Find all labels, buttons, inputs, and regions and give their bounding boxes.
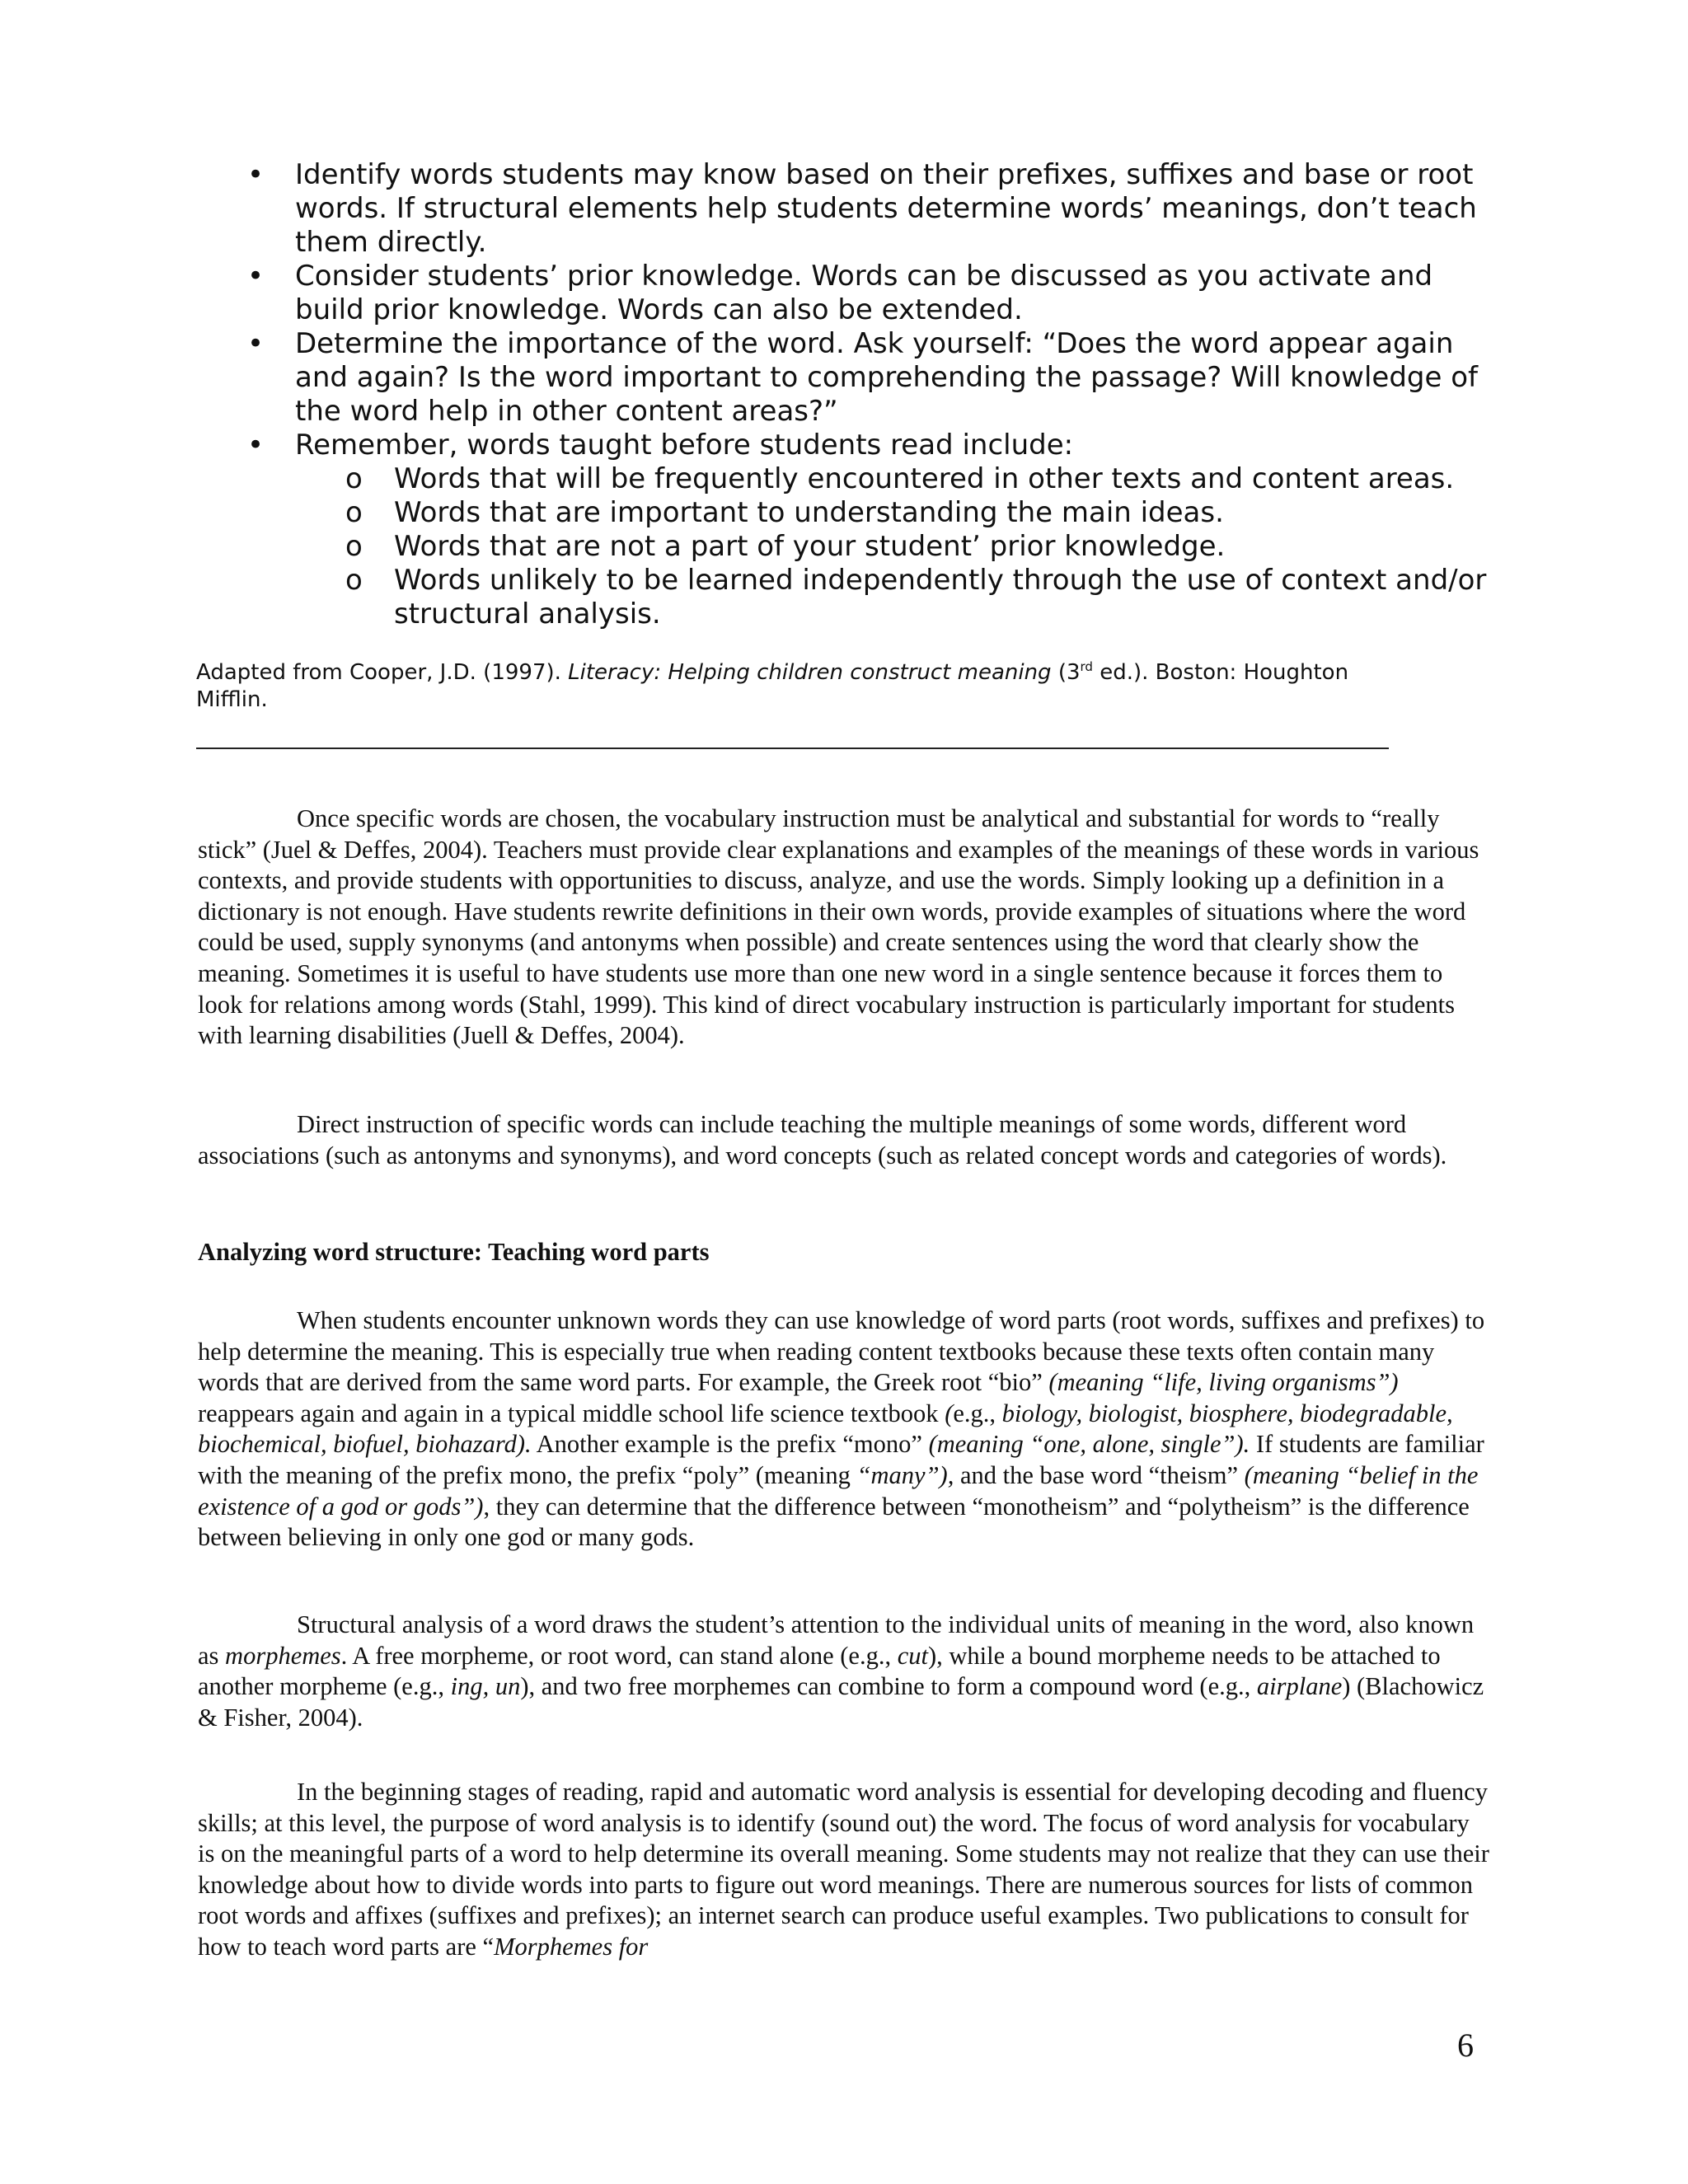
sub-bullet-item: o Words that will be frequently encountered in other texts and content areas.	[345, 462, 1455, 495]
circle-bullet-icon: o	[345, 496, 363, 529]
bullet-dot-icon: •	[247, 429, 265, 462]
paragraph-5: In the beginning stages of reading, rapid and automatic word analysis is essential for developing decoding and fluency skills; at this level, the purpose of word analysis is to identify (sound out) the word. The focus of word analysis for vocabulary is on the meaningful parts of a word to help determine its overall meaning. Some students may not realize that they can use their knowledge about how to divide words into parts to figure out word meanings. There are numerous sources for lists of common root words and affixes (suffixes and prefixes); an internet search can produce useful examples. Two publications to consult for how to teach word parts are “Morphemes for	[198, 1778, 1489, 1961]
citation-title: Literacy: Helping children construct meaning	[568, 660, 1052, 685]
guidance-bullet-list	[196, 158, 1498, 631]
circle-bullet-icon: o	[345, 530, 363, 563]
circle-bullet-icon: o	[345, 564, 363, 597]
bullet-item: • Determine the importance of the word. Ask yourself: “Does the word appear again and again? Is the word important to comprehending the passage? Will knowledge of the word help in other content areas?”	[247, 327, 1478, 428]
paragraph-3: When students encounter unknown words they can use knowledge of word parts (root words, suffixes and prefixes) to help determine the meaning. This is especially true when reading content textbooks because these texts often contain many words that are derived from the same word parts. For example, the Greek root “bio” (meaning “life, living organisms”) reappears again and again in a typical middle school life science textbook (e.g., biology, biologist, biosphere, biodegradable, biochemical, biofuel, biohazard). Another example is the prefix “mono” (meaning “one, alone, single”). If students are familiar with the meaning of the prefix mono, the prefix “poly” (meaning “many”), and the base word “theism” (meaning “belief in the existence of a god or gods”), they can determine that the difference between “monotheism” and “polytheism” is the difference between believing in only one god or many gods.	[198, 1306, 1485, 1552]
bullet-dot-icon: •	[247, 260, 265, 293]
bullet-dot-icon: •	[247, 158, 265, 191]
bullet-item: • Identify words students may know based on their prefixes, suffixes and base or root words. If structural elements help students determine words’ meanings, don’t teach them directly.	[247, 158, 1477, 259]
bullet-dot-icon: •	[247, 327, 265, 360]
paragraph-4: Structural analysis of a word draws the student’s attention to the individual units of meaning in the word, also known as morphemes. A free morpheme, or root word, can stand alone (e.g., cut), while a bound morpheme needs to be attached to another morpheme (e.g., ing, un), and two free morphemes can combine to form a compound word (e.g., airplane) (Blachowicz & Fisher, 2004).	[198, 1610, 1484, 1732]
bullet-item: • Remember, words taught before students read include:	[247, 429, 1074, 462]
divider-rule	[196, 748, 1389, 749]
bullet-item: • Consider students’ prior knowledge. Words can be discussed as you activate and build prior knowledge. Words can also be extended.	[247, 260, 1433, 326]
page-number: 6	[1457, 2027, 1474, 2064]
paragraph-2: Direct instruction of specific words can include teaching the multiple meanings of some words, different word associations (such as antonyms and synonyms), and word concepts (such as related concept words and categories of words).	[198, 1110, 1447, 1169]
sub-bullet-item: o Words unlikely to be learned independently through the use of context and/or structural analysis.	[345, 564, 1487, 630]
paragraph-1: Once specific words are chosen, the vocabulary instruction must be analytical and substantial for words to “really stick” (Juel & Deffes, 2004). Teachers must provide clear explanations and examples of the meanings of these words in various contexts, and provide students with opportunities to discuss, analyze, and use the words. Simply looking up a definition in a dictionary is not enough. Have students rewrite definitions in their own words, provide examples of situations where the word could be used, supply synonyms (and antonyms when possible) and create sentences using the word that clearly show the meaning. Sometimes it is useful to have students use more than one new word in a single sentence because it forces them to look for relations among words (Stahl, 1999). This kind of direct vocabulary instruction is particularly important for students with learning disabilities (Juell & Deffes, 2004).	[198, 804, 1479, 1050]
section-heading: Analyzing word structure: Teaching word parts	[198, 1238, 710, 1266]
circle-bullet-icon: o	[345, 462, 363, 495]
sub-bullet-item: o Words that are not a part of your student’ prior knowledge.	[345, 530, 1226, 563]
sub-bullet-item: o Words that are important to understanding the main ideas.	[345, 496, 1224, 529]
citation: Adapted from Cooper, J.D. (1997). Literacy: Helping children construct meaning (3rd ed.). Boston: Houghton Mifflin.	[196, 659, 1482, 714]
citation-line: Adapted from Cooper, J.D. (1997). Literacy: Helping children construct meaning (3rd ed.). Boston: Houghton	[196, 659, 1349, 685]
